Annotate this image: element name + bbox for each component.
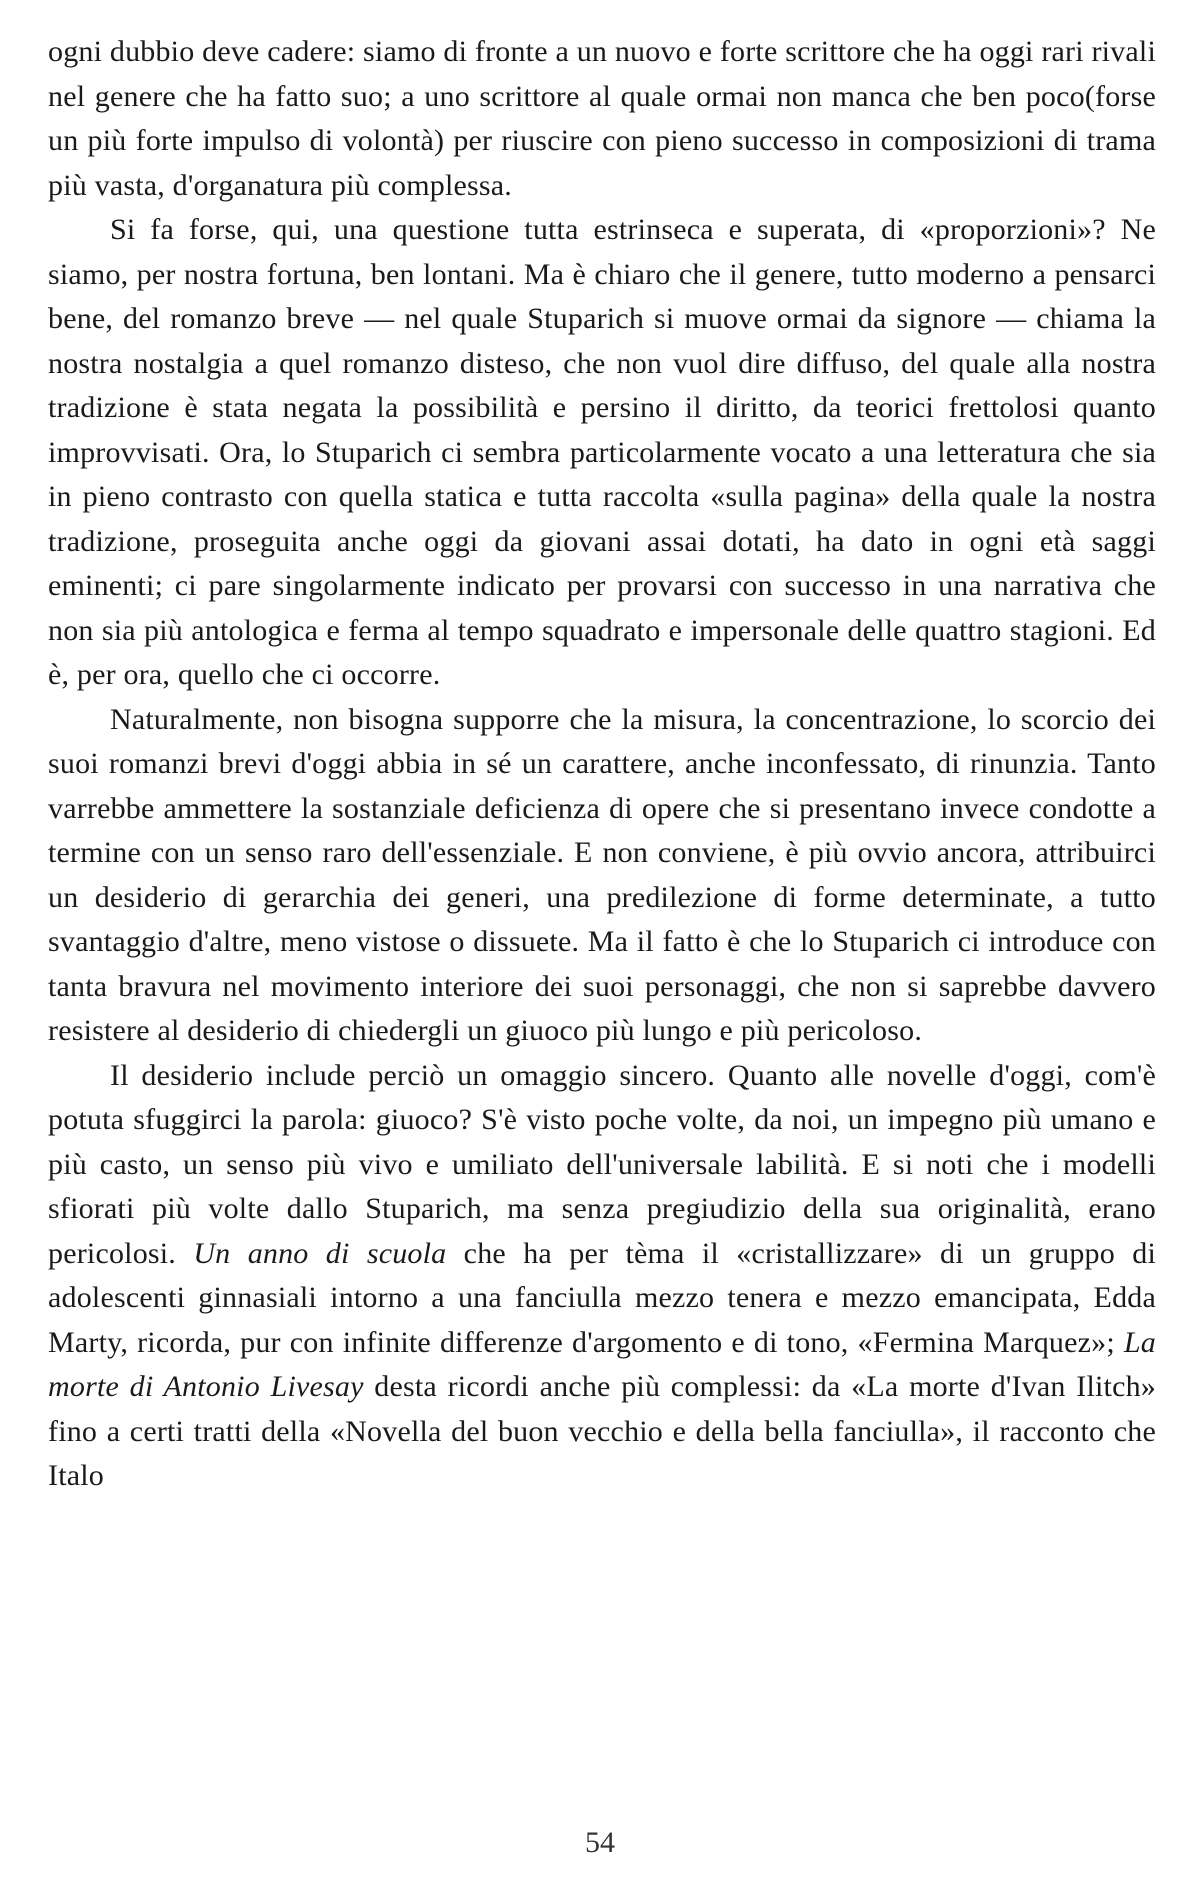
page-body — [48, 30, 1156, 1499]
book-title-la-morte-di-antonio-livesay: La morte di Antonio Livesay — [48, 1325, 1156, 1403]
paragraph-4 — [48, 1054, 1156, 1499]
paragraph-1 — [48, 30, 1156, 208]
paragraph-1-text: ogni dubbio deve cadere: siamo di fronte a un nuovo e forte scrittore che ha oggi rari rivali nel genere che ha fatto suo; a uno scrittore al quale ormai non manca che ben poco(forse un più forte impulso di volontà) per riuscire con pieno successo in composizioni di trama più vasta, d'organatura più complessa. — [48, 35, 1156, 202]
paragraph-3-text: Naturalmente, non bisogna supporre che la misura, la concentrazione, lo scorcio dei suoi romanzi brevi d'oggi abbia in sé un carattere, anche inconfessato, di rinunzia. Tanto varrebbe ammettere la sostanziale deficienza di opere che si presentano invece condotte a termine con un senso raro dell'essenziale. E non conviene, è più ovvio ancora, attribuirci un desiderio di gerarchia dei generi, una predilezione di forme determinate, a tutto svantaggio d'altre, meno vistose o dissuete. Ma il fatto è che lo Stuparich ci introduce con tanta bravura nel movimento interiore dei suoi personaggi, che non si saprebbe davvero resistere al desiderio di chiedergli un giuoco più lungo e più pericoloso. — [48, 702, 1156, 1047]
page-number: 54 — [585, 1826, 615, 1859]
paragraph-4-text-a: Il desiderio include perciò un omaggio sincero. Quanto alle novelle d'oggi, com'è potuta sfuggirci la parola: giuoco? S'è visto poche volte, da noi, un impegno più umano e più casto, un senso più vivo e umiliato dell'universale labilità. E si noti che i modelli sfiorati più volte dallo Stuparich, ma senza pregiudizio della sua originalità, erano pericolosi. — [48, 1058, 1156, 1270]
book-title-un-anno-di-scuola: Un anno di scuola — [193, 1236, 447, 1270]
paragraph-4-text-c: desta ricordi anche più complessi: da «La morte d'Ivan Ilitch» fino a certi tratti della «Novella del buon vecchio e della bella fanciulla», il racconto che Italo — [48, 1370, 1156, 1492]
paragraph-2-text: Si fa forse, qui, una questione tutta estrinseca e superata, di «proporzioni»? Ne siamo, per nostra fortuna, ben lontani. Ma è chiaro che il genere, tutto moderno a pensarci bene, del romanzo breve — nel quale Stuparich si muove ormai da signore — chiama la nostra nostalgia a quel romanzo disteso, che non vuol dire diffuso, del quale alla nostra tradizione è stata negata la possibilità e persino il diritto, da teorici frettolosi quanto improvvisati. Ora, lo Stuparich ci sembra particolarmente vocato a una letteratura che sia in pieno contrasto con quella statica e tutta raccolta «sulla pagina» della quale la nostra tradizione, proseguita anche oggi da giovani assai dotati, ha dato in ogni età saggi eminenti; ci pare singolarmente indicato per provarsi con successo in una narrativa che non sia più antologica e ferma al tempo squadrato e impersonale delle quattro stagioni. Ed è, per ora, quello che ci occorre. — [48, 213, 1156, 691]
paragraph-2 — [48, 208, 1156, 698]
paragraph-4-text-b: che ha per tèma il «cristallizzare» di un gruppo di adolescenti ginnasiali intorno a una fanciulla mezzo tenera e mezzo emancipata, Edda Marty, ricorda, pur con infinite differenze d'argomento e di tono, «Fermina Marquez»; — [48, 1236, 1156, 1359]
paragraph-3 — [48, 698, 1156, 1054]
